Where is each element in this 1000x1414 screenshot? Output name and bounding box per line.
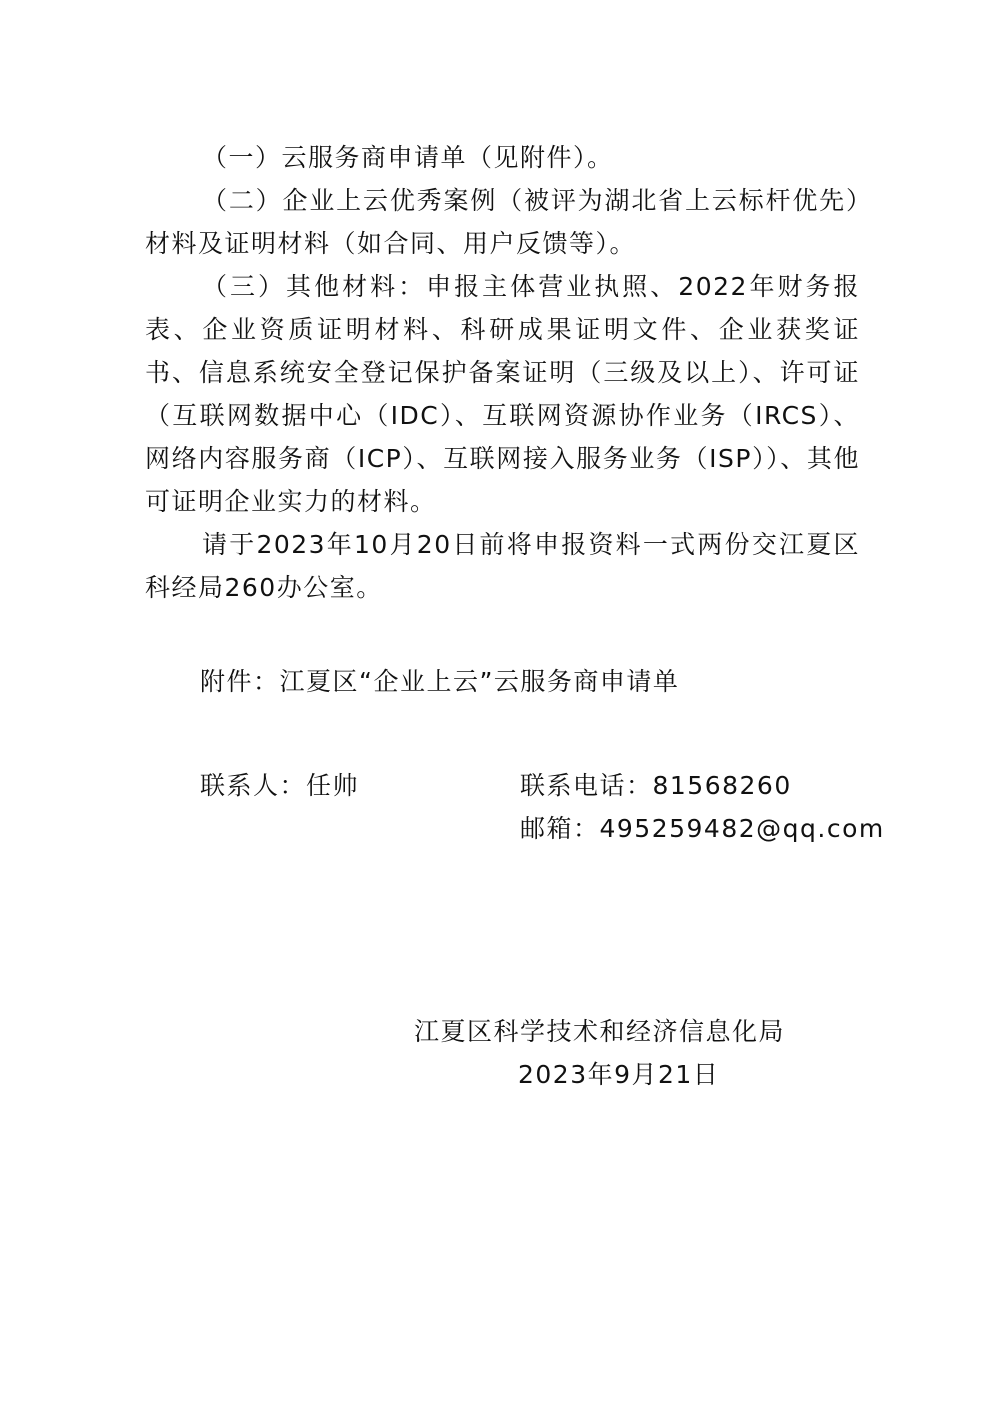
contact-person: 联系人：任帅: [200, 771, 360, 800]
contact-phone: 联系电话：81568260: [520, 771, 792, 800]
paragraph-item-1: （一）云服务商申请单（见附件）。: [202, 143, 614, 172]
attachment-line: 附件：江夏区“企业上云”云服务商申请单: [200, 667, 680, 696]
contact-email: 邮箱：495259482@qq.com: [520, 814, 885, 843]
paragraph-deadline: 请于2023年10月20日前将申报资料一式两份交江夏区科经局260办公室。: [145, 530, 860, 602]
signature-organization: 江夏区科学技术和经济信息化局: [414, 1017, 786, 1046]
signature-date: 2023年9月21日: [518, 1060, 720, 1089]
paragraph-item-3: （三）其他材料：申报主体营业执照、2022年财务报表、企业资质证明材料、科研成果证明文件、企业获奖证书、信息系统安全登记保护备案证明（三级及以上）、许可证（互联网数据中心（IDC）、互联网资源协作业务（IRCS）、网络内容服务商（ICP）、互联网接入服务业务（ISP））、其他可证明企业实力的材料。: [145, 272, 860, 516]
body-text: [145, 136, 860, 609]
paragraph-item-2: （二）企业上云优秀案例（被评为湖北省上云标杆优先）材料及证明材料（如合同、用户反馈等）。: [145, 186, 860, 258]
